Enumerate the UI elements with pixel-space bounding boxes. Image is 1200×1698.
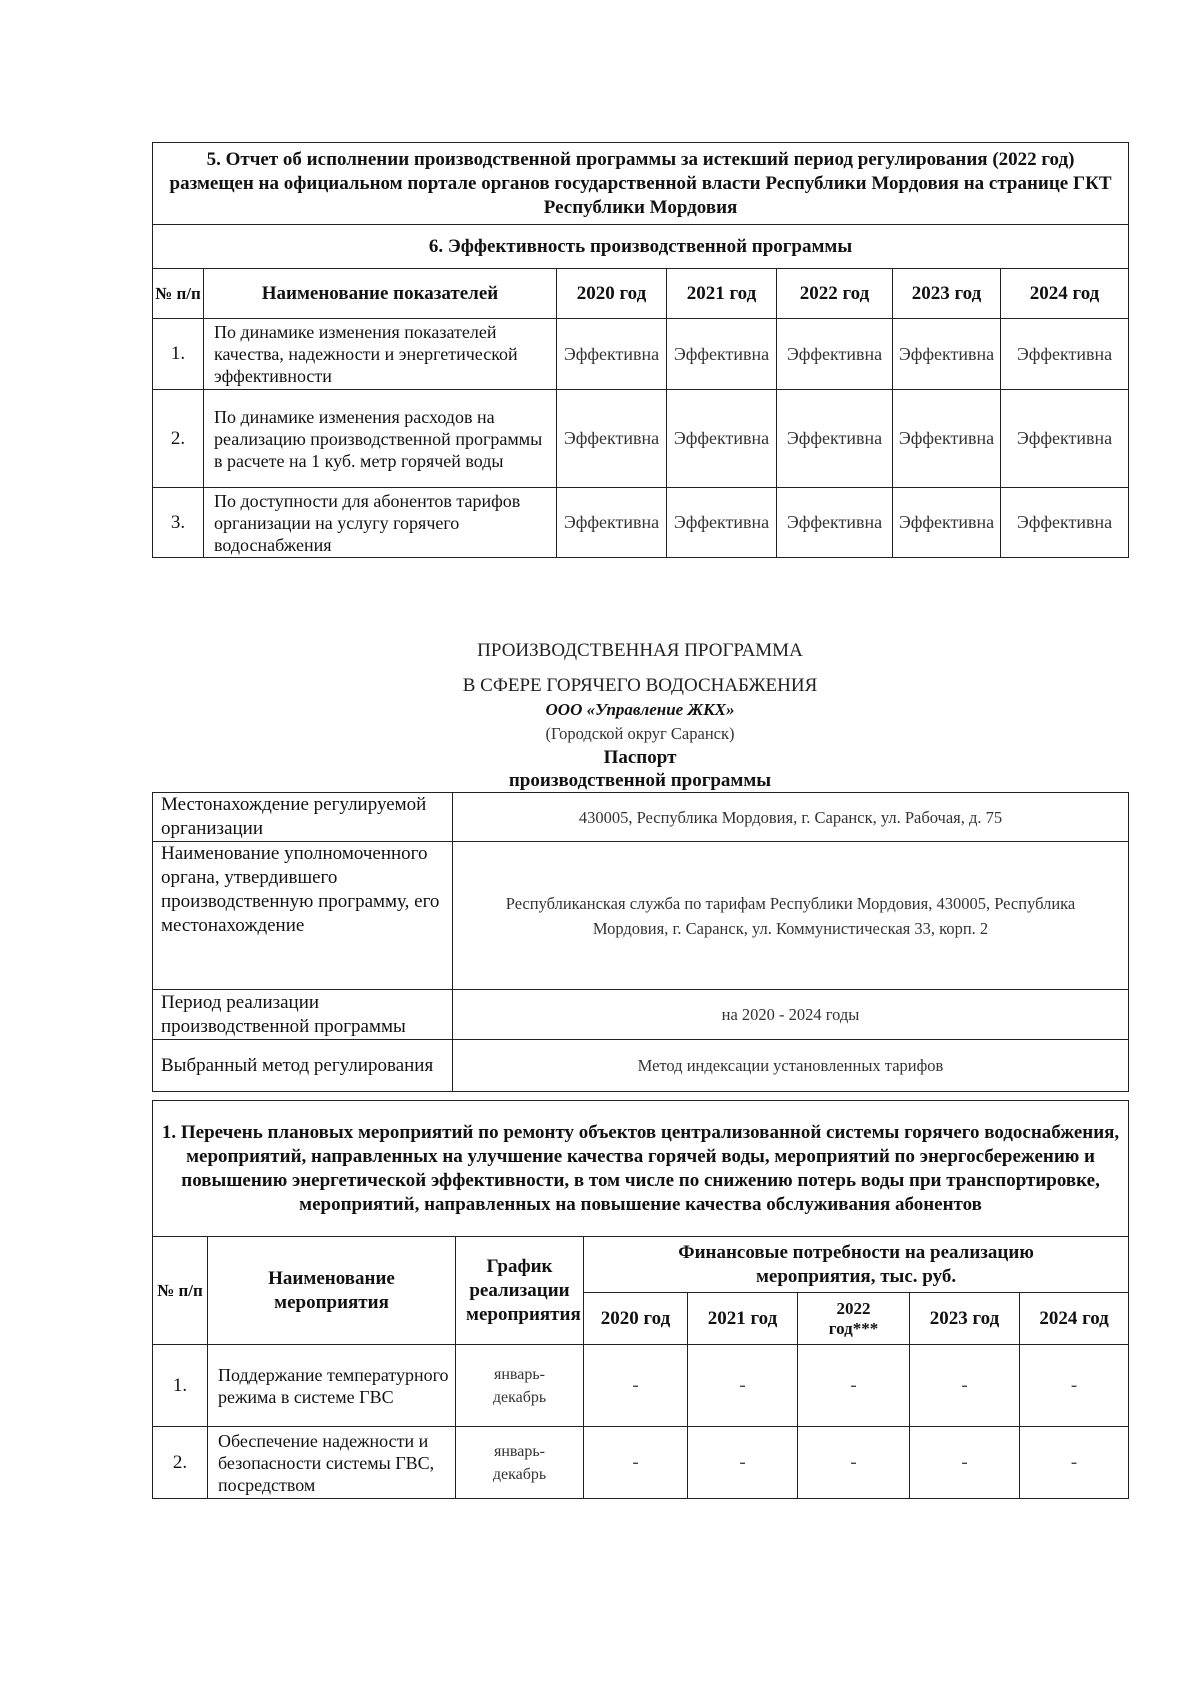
section5-text: 5. Отчет об исполнении производственной программы за истекший период регулирования (2022 год) размещен на официальном портале органов государственной власти Республики Мордовия на странице ГКТ Республики Мордовия <box>153 143 1129 225</box>
organization-name: ООО «Управление ЖКХ» <box>545 700 735 719</box>
col-header-name: Наименование показателей <box>204 269 557 319</box>
efficiency-value: Эффективна <box>557 319 667 390</box>
finance-value: - <box>1020 1427 1129 1499</box>
col-header-year: 2020 год <box>557 269 667 319</box>
table-row <box>153 842 1129 990</box>
finance-value: - <box>798 1345 910 1427</box>
efficiency-table <box>152 142 1129 558</box>
passport-label: Наименование уполномоченного органа, утвердившего производственную программу, его местонахождение <box>153 842 453 990</box>
passport-value: Метод индексации установленных тарифов <box>453 1040 1129 1092</box>
table-row <box>153 488 1129 558</box>
table-row <box>153 390 1129 488</box>
table-row <box>153 319 1129 390</box>
col-header-year: 2023 год <box>910 1293 1020 1345</box>
row-number: 1. <box>153 319 204 390</box>
col-header-year: 2020 год <box>584 1293 688 1345</box>
program-title: ПРОИЗВОДСТВЕННАЯ ПРОГРАММА <box>477 640 803 661</box>
efficiency-value: Эффективна <box>893 390 1001 488</box>
col-header-year: 2021 год <box>667 269 777 319</box>
row-number: 2. <box>153 390 204 488</box>
col-header-name: Наименование мероприятия <box>208 1237 456 1345</box>
passport-label: Местонахождение регулируемой организации <box>153 793 453 842</box>
passport-title: Паспорт <box>603 747 677 768</box>
efficiency-value: Эффективна <box>777 390 893 488</box>
activity-schedule: январь-декабрь <box>456 1427 584 1499</box>
efficiency-value: Эффективна <box>557 390 667 488</box>
passport-label: Период реализации производственной программы <box>153 990 453 1040</box>
passport-label: Выбранный метод регулирования <box>153 1040 453 1092</box>
efficiency-value: Эффективна <box>667 390 777 488</box>
efficiency-value: Эффективна <box>893 488 1001 558</box>
program-subtitle: В СФЕРЕ ГОРЯЧЕГО ВОДОСНАБЖЕНИЯ <box>462 675 818 696</box>
efficiency-value: Эффективна <box>893 319 1001 390</box>
efficiency-value: Эффективна <box>557 488 667 558</box>
row-number: 2. <box>153 1427 208 1499</box>
efficiency-value: Эффективна <box>1001 390 1129 488</box>
col-header-year: 2024 год <box>1020 1293 1129 1345</box>
row-number: 3. <box>153 488 204 558</box>
efficiency-value: Эффективна <box>667 319 777 390</box>
efficiency-value: Эффективна <box>777 319 893 390</box>
table-row <box>153 990 1129 1040</box>
col-header-no: № п/п <box>153 269 204 319</box>
indicator-name: По доступности для абонентов тарифов организации на услугу горячего водоснабжения <box>204 488 557 558</box>
section6-title: 6. Эффективность производственной программы <box>153 225 1129 269</box>
col-header-year: 2023 год <box>893 269 1001 319</box>
col-header-no: № п/п <box>153 1237 208 1345</box>
finance-value: - <box>584 1345 688 1427</box>
col-header-finance: Финансовые потребности на реализацию мероприятия, тыс. руб. <box>584 1237 1129 1293</box>
passport-value: Республиканская служба по тарифам Республики Мордовия, 430005, Республика Мордовия, г. Саранск, ул. Коммунистическая 33, корп. 2 <box>453 842 1129 990</box>
activity-name: Обеспечение надежности и безопасности системы ГВС, посредством <box>208 1427 456 1499</box>
passport-table <box>152 792 1129 1092</box>
col-header-year: 2021 год <box>688 1293 798 1345</box>
row-number: 1. <box>153 1345 208 1427</box>
passport-value: на 2020 - 2024 годы <box>453 990 1129 1040</box>
indicator-name: По динамике изменения расходов на реализацию производственной программы в расчете на 1 куб. метр горячей воды <box>204 390 557 488</box>
efficiency-value: Эффективна <box>777 488 893 558</box>
finance-value: - <box>910 1345 1020 1427</box>
indicator-name: По динамике изменения показателей качества, надежности и энергетической эффективности <box>204 319 557 390</box>
activities-table <box>152 1100 1129 1499</box>
table-row <box>153 1427 1129 1499</box>
finance-value: - <box>688 1427 798 1499</box>
passport-value: 430005, Республика Мордовия, г. Саранск, ул. Рабочая, д. 75 <box>453 793 1129 842</box>
section1-title: 1. Перечень плановых мероприятий по ремонту объектов централизованной системы горячего водоснабжения, мероприятий, направленных на улучшение качества горячей воды, мероприятий по энергосбережению и повышению энергетической эффективности, в том числе по снижению потерь воды при транспортировке, мероприятий, направленных на повышение качества обслуживания абонентов <box>153 1101 1129 1237</box>
district-name: (Городской округ Саранск) <box>545 724 735 743</box>
table-row <box>153 1040 1129 1092</box>
activity-schedule: январь-декабрь <box>456 1345 584 1427</box>
table-row <box>153 1345 1129 1427</box>
finance-value: - <box>1020 1345 1129 1427</box>
finance-value: - <box>688 1345 798 1427</box>
efficiency-value: Эффективна <box>1001 488 1129 558</box>
activity-name: Поддержание температурного режима в системе ГВС <box>208 1345 456 1427</box>
finance-value: - <box>584 1427 688 1499</box>
efficiency-value: Эффективна <box>1001 319 1129 390</box>
col-header-schedule: График реализации мероприятия <box>456 1237 584 1345</box>
col-header-year: 2022 год*** <box>798 1293 910 1345</box>
table-row <box>153 793 1129 842</box>
finance-value: - <box>798 1427 910 1499</box>
col-header-year: 2022 год <box>777 269 893 319</box>
efficiency-value: Эффективна <box>667 488 777 558</box>
finance-value: - <box>910 1427 1020 1499</box>
col-header-year: 2024 год <box>1001 269 1129 319</box>
passport-subtitle: производственной программы <box>508 770 772 791</box>
